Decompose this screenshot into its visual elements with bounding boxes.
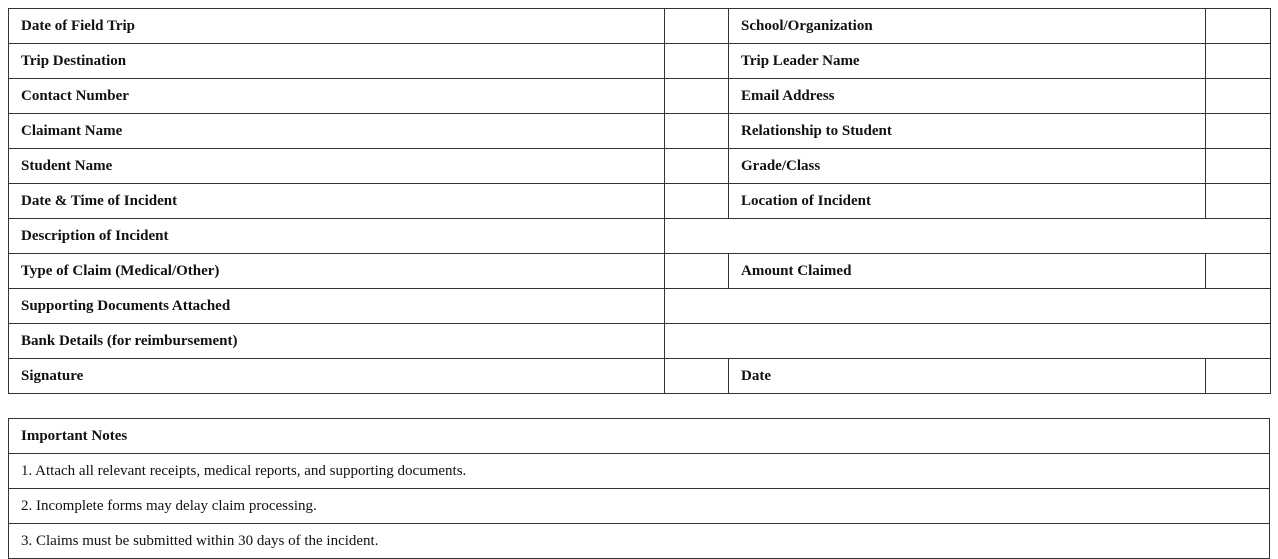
form-row — [9, 149, 1271, 184]
relationship-input[interactable] — [1206, 114, 1271, 149]
field-label: Grade/Class — [729, 149, 1206, 184]
field-label: Trip Leader Name — [729, 44, 1206, 79]
incident-location-input[interactable] — [1206, 184, 1271, 219]
form-row — [9, 219, 1271, 254]
trip-leader-name-input[interactable] — [1206, 44, 1271, 79]
field-label: Email Address — [729, 79, 1206, 114]
incident-description-input[interactable] — [665, 219, 1271, 254]
date-input[interactable] — [1206, 359, 1271, 394]
supporting-documents-input[interactable] — [665, 289, 1271, 324]
field-label: Date — [729, 359, 1206, 394]
field-label: Amount Claimed — [729, 254, 1206, 289]
field-label: Date of Field Trip — [9, 9, 665, 44]
contact-number-input[interactable] — [665, 79, 729, 114]
note-item: 1. Attach all relevant receipts, medical reports, and supporting documents. — [9, 454, 1270, 489]
field-label: School/Organization — [729, 9, 1206, 44]
form-row — [9, 184, 1271, 219]
form-row — [9, 114, 1271, 149]
grade-class-input[interactable] — [1206, 149, 1271, 184]
claim-type-input[interactable] — [665, 254, 729, 289]
field-label: Claimant Name — [9, 114, 665, 149]
form-row — [9, 254, 1271, 289]
note-item: 3. Claims must be submitted within 30 days of the incident. — [9, 524, 1270, 559]
field-label: Relationship to Student — [729, 114, 1206, 149]
form-row — [9, 9, 1271, 44]
notes-title: Important Notes — [9, 419, 1270, 454]
signature-input[interactable] — [665, 359, 729, 394]
form-row — [9, 359, 1271, 394]
field-label: Trip Destination — [9, 44, 665, 79]
amount-claimed-input[interactable] — [1206, 254, 1271, 289]
school-organization-input[interactable] — [1206, 9, 1271, 44]
claim-form-table — [8, 8, 1271, 394]
form-row — [9, 324, 1271, 359]
important-notes-table — [8, 418, 1270, 559]
field-label: Description of Incident — [9, 219, 665, 254]
field-label: Signature — [9, 359, 665, 394]
field-label: Contact Number — [9, 79, 665, 114]
field-label: Date & Time of Incident — [9, 184, 665, 219]
date-of-field-trip-input[interactable] — [665, 9, 729, 44]
note-item: 2. Incomplete forms may delay claim processing. — [9, 489, 1270, 524]
form-row — [9, 289, 1271, 324]
field-label: Location of Incident — [729, 184, 1206, 219]
claimant-name-input[interactable] — [665, 114, 729, 149]
student-name-input[interactable] — [665, 149, 729, 184]
email-address-input[interactable] — [1206, 79, 1271, 114]
field-label: Supporting Documents Attached — [9, 289, 665, 324]
trip-destination-input[interactable] — [665, 44, 729, 79]
field-label: Type of Claim (Medical/Other) — [9, 254, 665, 289]
form-row — [9, 44, 1271, 79]
field-label: Bank Details (for reimbursement) — [9, 324, 665, 359]
incident-datetime-input[interactable] — [665, 184, 729, 219]
form-row — [9, 79, 1271, 114]
field-label: Student Name — [9, 149, 665, 184]
bank-details-input[interactable] — [665, 324, 1271, 359]
